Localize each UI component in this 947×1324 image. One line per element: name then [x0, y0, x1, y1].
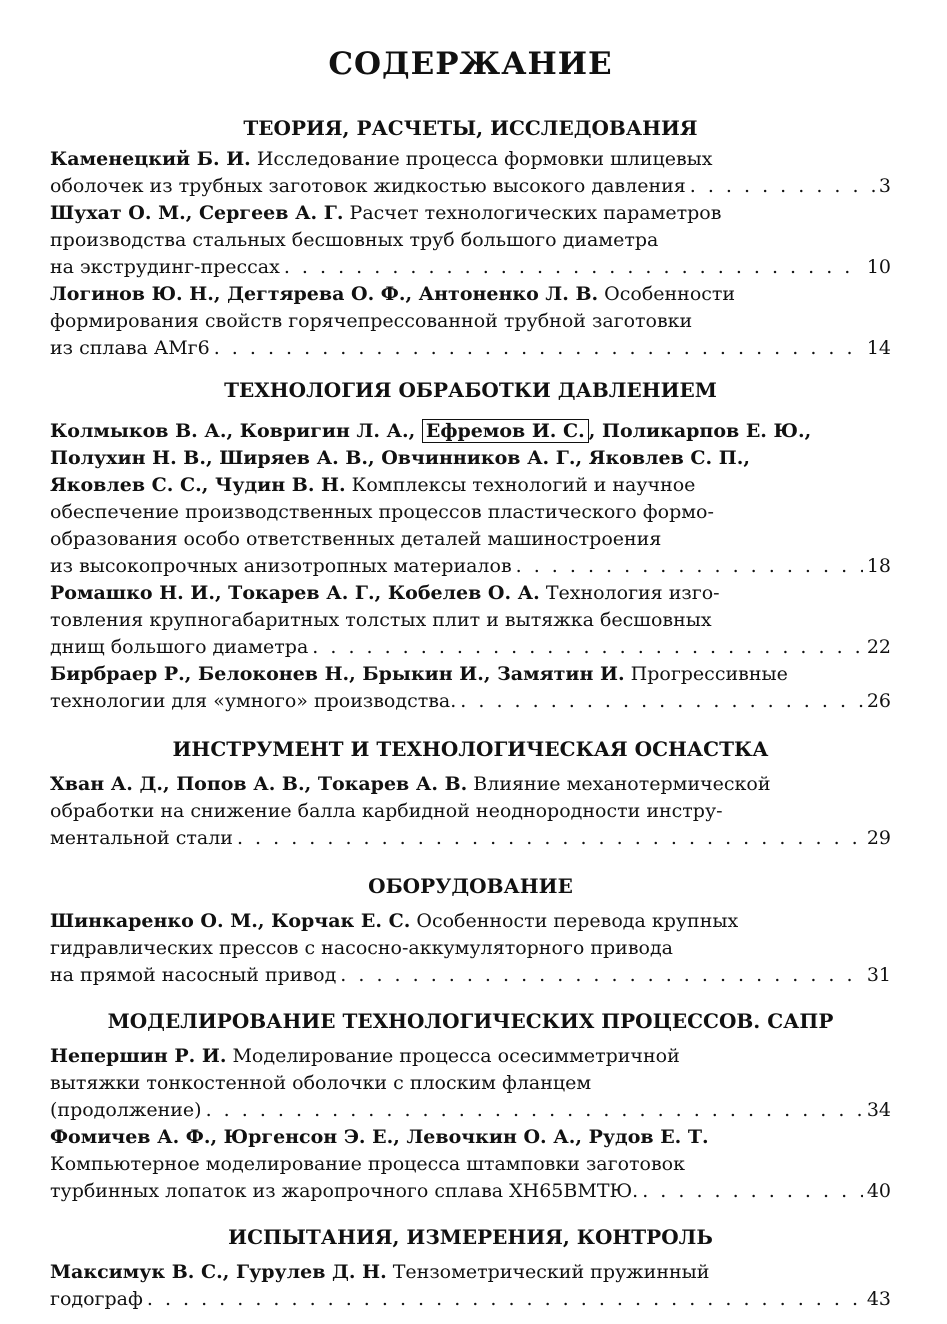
entry-title: Комплексы технологий и научное	[345, 474, 696, 496]
entry-title: товления крупногабаритных толстых плит и вытяжка бесшовных	[50, 609, 712, 631]
entry-authors: Бирбраер Р., Белоконев Н., Брыкин И., Замятин И.	[50, 663, 625, 685]
entry-authors: Хван А. Д., Попов А. В., Токарев А. В.	[50, 773, 468, 795]
entry-title: Исследование процесса формовки шлицевых	[250, 148, 713, 170]
page-number: 22	[866, 636, 891, 658]
entry-authors: Каменецкий Б. И.	[50, 148, 251, 170]
entry-title: на прямой насосный привод	[50, 964, 337, 986]
entry-title: обеспечение производственных процессов пластического формо-	[50, 501, 714, 523]
toc-entry	[50, 418, 891, 580]
entry-title: Особенности	[598, 283, 736, 305]
leader-dots	[516, 553, 863, 580]
entry-title: гидравлических прессов с насосно-аккумуляторного привода	[50, 937, 673, 959]
leader-dots	[642, 1178, 863, 1205]
page-number: 29	[866, 827, 891, 849]
section-title: МОДЕЛИРОВАНИЕ ТЕХНОЛОГИЧЕСКИХ ПРОЦЕССОВ. САПР	[107, 1009, 834, 1033]
entry-title: оболочек из трубных заготовок жидкостью высокого давления	[50, 175, 686, 197]
entry-authors: , Поликарпов Е. Ю.,	[588, 420, 812, 442]
leader-dots	[690, 173, 875, 200]
entry-title: из сплава АМг6	[50, 337, 210, 359]
toc-entry	[50, 580, 891, 661]
entry-title: на экструдинг-прессах	[50, 256, 280, 278]
entry-authors: Максимук В. С., Гурулев Д. Н.	[50, 1261, 387, 1283]
entry-authors: Шухат О. М., Сергеев А. Г.	[50, 202, 344, 224]
entry-title: Особенности перевода крупных	[410, 910, 739, 932]
entry-title: вытяжки тонкостенной оболочки с плоским фланцем	[50, 1072, 592, 1094]
entry-title: Тензометрический пружинный	[386, 1261, 710, 1283]
page-title: СОДЕРЖАНИЕ	[328, 46, 613, 82]
entry-authors: Непершин Р. И.	[50, 1045, 227, 1067]
entry-title: производства стальных бесшовных труб большого диаметра	[50, 229, 659, 251]
toc-entry	[50, 281, 891, 362]
page-number: 3	[878, 175, 891, 197]
page-number: 10	[866, 256, 891, 278]
page-number: 31	[866, 964, 891, 986]
entry-title: днищ большого диаметра	[50, 636, 309, 658]
toc-entry	[50, 771, 891, 852]
section-title: ТЕХНОЛОГИЯ ОБРАБОТКИ ДАВЛЕНИЕМ	[224, 378, 717, 402]
section-title: ОБОРУДОВАНИЕ	[368, 874, 573, 898]
toc-entry	[50, 1124, 891, 1205]
leader-dots	[237, 825, 863, 852]
toc-entry	[50, 661, 891, 715]
entry-title: формирования свойств горячепрессованной трубной заготовки	[50, 310, 693, 332]
entry-title: Моделирование процесса осесимметричной	[226, 1045, 680, 1067]
toc-entry	[50, 1259, 891, 1313]
boxed-author: Ефремов И. С.	[422, 419, 589, 443]
entry-authors: Фомичев А. Ф., Юргенсон Э. Е., Левочкин О. А., Рудов Е. Т.	[50, 1126, 709, 1148]
toc-entry	[50, 146, 891, 200]
leader-dots	[312, 634, 863, 661]
section-title: ТЕОРИЯ, РАСЧЕТЫ, ИССЛЕДОВАНИЯ	[243, 116, 698, 140]
leader-dots	[340, 962, 863, 989]
page-number: 40	[866, 1180, 891, 1202]
toc-entry	[50, 200, 891, 281]
entry-authors: Шинкаренко О. М., Корчак Е. С.	[50, 910, 411, 932]
entry-title: Влияние механотермической	[467, 773, 771, 795]
entry-title: Компьютерное моделирование процесса штамповки заготовок	[50, 1153, 685, 1175]
entry-title: технологии для «умного» производства.	[50, 690, 457, 712]
leader-dots	[460, 688, 863, 715]
entry-title: (продолжение)	[50, 1099, 202, 1121]
leader-dots	[206, 1097, 863, 1124]
entry-title: годограф	[50, 1288, 143, 1310]
entry-authors: Колмыков В. А., Ковригин Л. А.,	[50, 420, 422, 442]
entry-title: обработки на снижение балла карбидной неоднородности инстру-	[50, 800, 723, 822]
entry-title: из высокопрочных анизотропных материалов	[50, 555, 512, 577]
toc-entry	[50, 1043, 891, 1124]
page-number: 26	[866, 690, 891, 712]
entry-authors: Логинов Ю. Н., Дегтярева О. Ф., Антоненко Л. В.	[50, 283, 599, 305]
entry-title: турбинных лопаток из жаропрочного сплава ХН65ВМТЮ.	[50, 1180, 639, 1202]
page-number: 34	[866, 1099, 891, 1121]
leader-dots	[147, 1286, 863, 1313]
page-number: 43	[866, 1288, 891, 1310]
entry-title: Прогрессивные	[624, 663, 788, 685]
entry-authors: Полухин Н. В., Ширяев А. В., Овчинников А. Г., Яковлев С. П.,	[50, 447, 750, 469]
entry-title: ментальной стали	[50, 827, 233, 849]
section-title: ИСПЫТАНИЯ, ИЗМЕРЕНИЯ, КОНТРОЛЬ	[228, 1225, 713, 1249]
entry-authors: Яковлев С. С., Чудин В. Н.	[50, 474, 346, 496]
page-number: 14	[866, 337, 891, 359]
toc-entry	[50, 908, 891, 989]
leader-dots	[284, 254, 863, 281]
entry-authors: Ромашко Н. И., Токарев А. Г., Кобелев О. А.	[50, 582, 540, 604]
entry-title: Расчет технологических параметров	[343, 202, 722, 224]
section-title: ИНСТРУМЕНТ И ТЕХНОЛОГИЧЕСКАЯ ОСНАСТКА	[172, 737, 769, 761]
entry-title: Технология изго-	[539, 582, 720, 604]
page-number: 18	[866, 555, 891, 577]
leader-dots	[214, 335, 863, 362]
entry-title: образования особо ответственных деталей машиностроения	[50, 528, 662, 550]
